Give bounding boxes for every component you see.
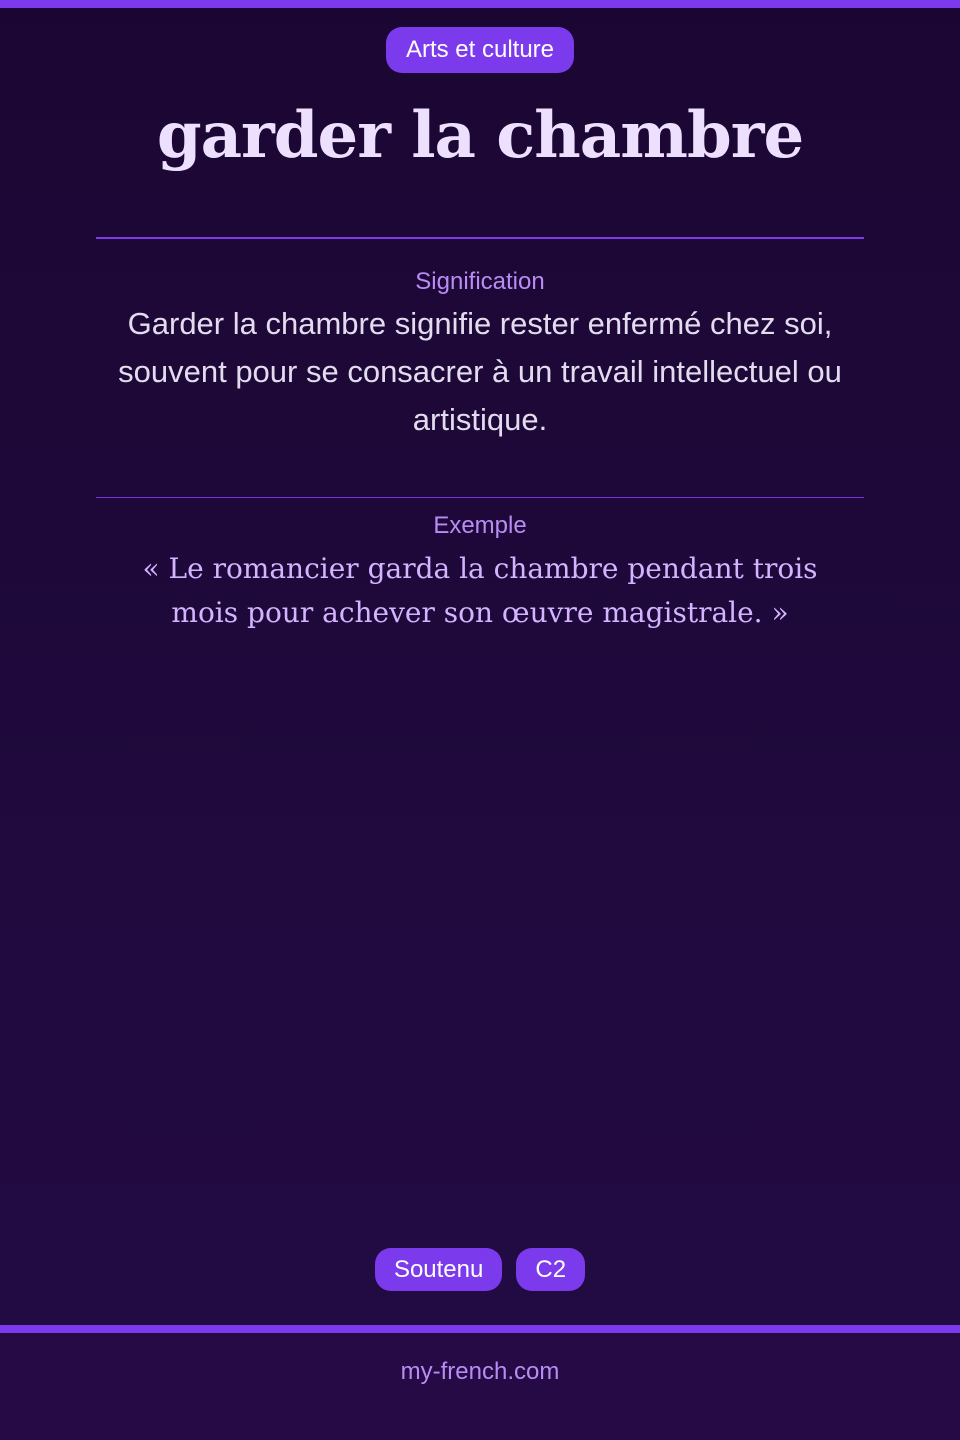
expression-title: garder la chambre [156,98,804,173]
divider-example [96,497,864,498]
footer-site-text: my-french.com [400,1358,560,1385]
example-text: « Le romancier garda la chambre pendant trois mois pour achever son œuvre magistrale. » [142,552,818,629]
meaning-text: Garder la chambre signifie rester enfermé chez soi, souvent pour se consacrer à un travail intellectuel ou artistique. [118,306,842,437]
category-badge: Arts et culture [386,27,574,73]
bottom-accent-bar [0,1325,960,1333]
footer [0,1333,960,1440]
divider-meaning [96,237,864,239]
level-tag: C2 [516,1248,585,1291]
example-label: Exemple [433,512,527,539]
register-tag: Soutenu [375,1248,502,1291]
top-accent-bar [0,0,960,8]
tag-list [0,1248,960,1291]
meaning-label: Signification [415,268,545,295]
